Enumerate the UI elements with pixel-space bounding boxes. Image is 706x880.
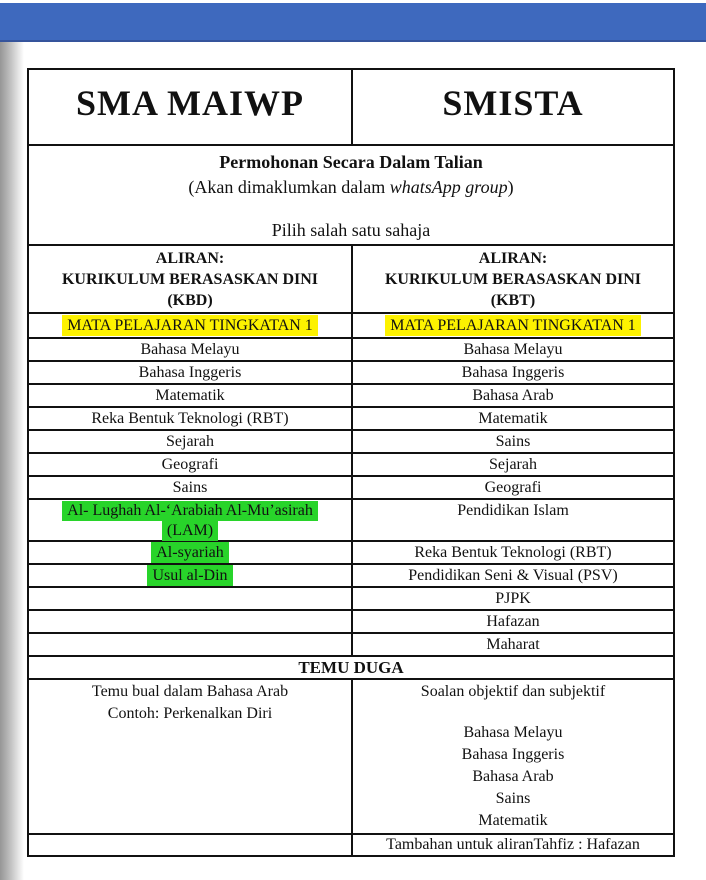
green-highlight-lam-line1: Al- Lughah Al-‘Arabiah Al-Mu’asirah xyxy=(62,501,318,521)
subject-row xyxy=(29,406,673,429)
green-cell-left xyxy=(29,542,351,563)
lam-cell-right: Pendidikan Islam xyxy=(351,500,673,540)
aliran-row xyxy=(29,244,673,312)
school-name-smista: SMISTA xyxy=(442,83,584,123)
subject-cell-left: Geografi xyxy=(161,455,219,473)
mata-pelajaran-cell-left xyxy=(29,314,351,337)
tahfiz-note-row xyxy=(29,833,673,855)
subject-cell-right: Maharat xyxy=(351,634,673,655)
tahfiz-note: Tambahan untuk aliranTahfiz : Hafazan xyxy=(386,836,640,853)
subject-cell-left: Sejarah xyxy=(166,432,214,450)
green-highlight-al-syariah: Al-syariah xyxy=(151,542,229,563)
interview-row xyxy=(29,678,673,833)
green-cell-left xyxy=(29,565,351,586)
interview-cell-right: Soalan objektif dan subjektif Bahasa Melayu Bahasa Inggeris Bahasa Arab Sains Matematik xyxy=(351,680,673,833)
subject-cell-right: Sejarah xyxy=(351,454,673,475)
temu-duga-cell xyxy=(29,657,673,678)
choose-one-note: Pilih salah satu sahaja xyxy=(271,220,431,240)
green-subject-row xyxy=(29,540,673,563)
lam-cell-left xyxy=(29,500,351,540)
subject-cell-right: Reka Bentuk Teknologi (RBT) xyxy=(351,542,673,563)
subject-row xyxy=(29,360,673,383)
right-only-row xyxy=(29,632,673,655)
green-highlight-lam-line2: (LAM) xyxy=(162,521,218,541)
empty-cell xyxy=(29,634,351,655)
aliran-cell-right: ALIRAN: KURIKULUM BERASASKAN DINI (KBT) xyxy=(351,246,673,312)
subject-row xyxy=(29,337,673,360)
right-only-row xyxy=(29,609,673,632)
empty-cell xyxy=(29,588,351,609)
mata-pelajaran-row xyxy=(29,312,673,337)
yellow-highlight-right: MATA PELAJARAN TINGKATAN 1 xyxy=(385,315,641,336)
top-blue-bar xyxy=(0,3,706,42)
subject-cell-right: Bahasa Inggeris xyxy=(351,362,673,383)
subject-cell-left: Reka Bentuk Teknologi (RBT) xyxy=(91,409,289,427)
application-title: Permohonan Secara Dalam Talian xyxy=(219,152,483,172)
right-only-row xyxy=(29,586,673,609)
application-info-row xyxy=(29,144,673,244)
yellow-highlight-left: MATA PELAJARAN TINGKATAN 1 xyxy=(62,315,318,336)
school-name-sma-maiwp: SMA MAIWP xyxy=(76,83,304,123)
school-cell-right xyxy=(351,70,673,144)
application-note: (Akan dimaklumkan dalam whatsApp group) xyxy=(188,177,514,197)
subject-cell-right: Bahasa Arab xyxy=(351,385,673,406)
subject-cell-left: Bahasa Melayu xyxy=(140,340,240,358)
subject-cell-right: Bahasa Melayu xyxy=(351,339,673,360)
subject-row xyxy=(29,429,673,452)
subject-row xyxy=(29,452,673,475)
lam-row xyxy=(29,498,673,540)
comparison-table xyxy=(27,68,675,857)
whatsapp-group-italic: whatsApp group xyxy=(389,177,508,197)
subject-row xyxy=(29,475,673,498)
interview-right-title: Soalan objektif dan subjektif xyxy=(420,683,606,700)
temu-duga-title: TEMU DUGA xyxy=(298,657,404,677)
subject-cell-right: PJPK xyxy=(351,588,673,609)
subject-cell-right: Geografi xyxy=(351,477,673,498)
page-edge-shadow xyxy=(0,42,24,880)
mata-pelajaran-cell-right xyxy=(351,314,673,337)
subject-cell-right: Hafazan xyxy=(351,611,673,632)
subject-cell-left: Matematik xyxy=(155,386,225,404)
temu-duga-row xyxy=(29,655,673,678)
subject-cell-left: Sains xyxy=(172,478,208,496)
green-highlight-usul-al-din: Usul al-Din xyxy=(147,565,232,586)
empty-cell xyxy=(29,835,351,855)
green-subject-row xyxy=(29,563,673,586)
subject-row xyxy=(29,383,673,406)
school-header-row xyxy=(29,70,673,144)
subject-cell-right: Matematik xyxy=(351,408,673,429)
aliran-cell-left: ALIRAN: KURIKULUM BERASASKAN DINI (KBD) xyxy=(61,249,319,309)
interview-cell-left: Temu bual dalam Bahasa Arab Contoh: Perkenalkan Diri xyxy=(91,683,289,722)
subject-cell-left: Bahasa Inggeris xyxy=(138,363,242,381)
application-info-cell xyxy=(29,146,673,244)
subject-cell-right: Sains xyxy=(351,431,673,452)
school-cell-left xyxy=(29,70,351,144)
subject-cell-right: Pendidikan Seni & Visual (PSV) xyxy=(351,565,673,586)
empty-cell xyxy=(29,611,351,632)
tahfiz-note-cell xyxy=(351,835,673,855)
